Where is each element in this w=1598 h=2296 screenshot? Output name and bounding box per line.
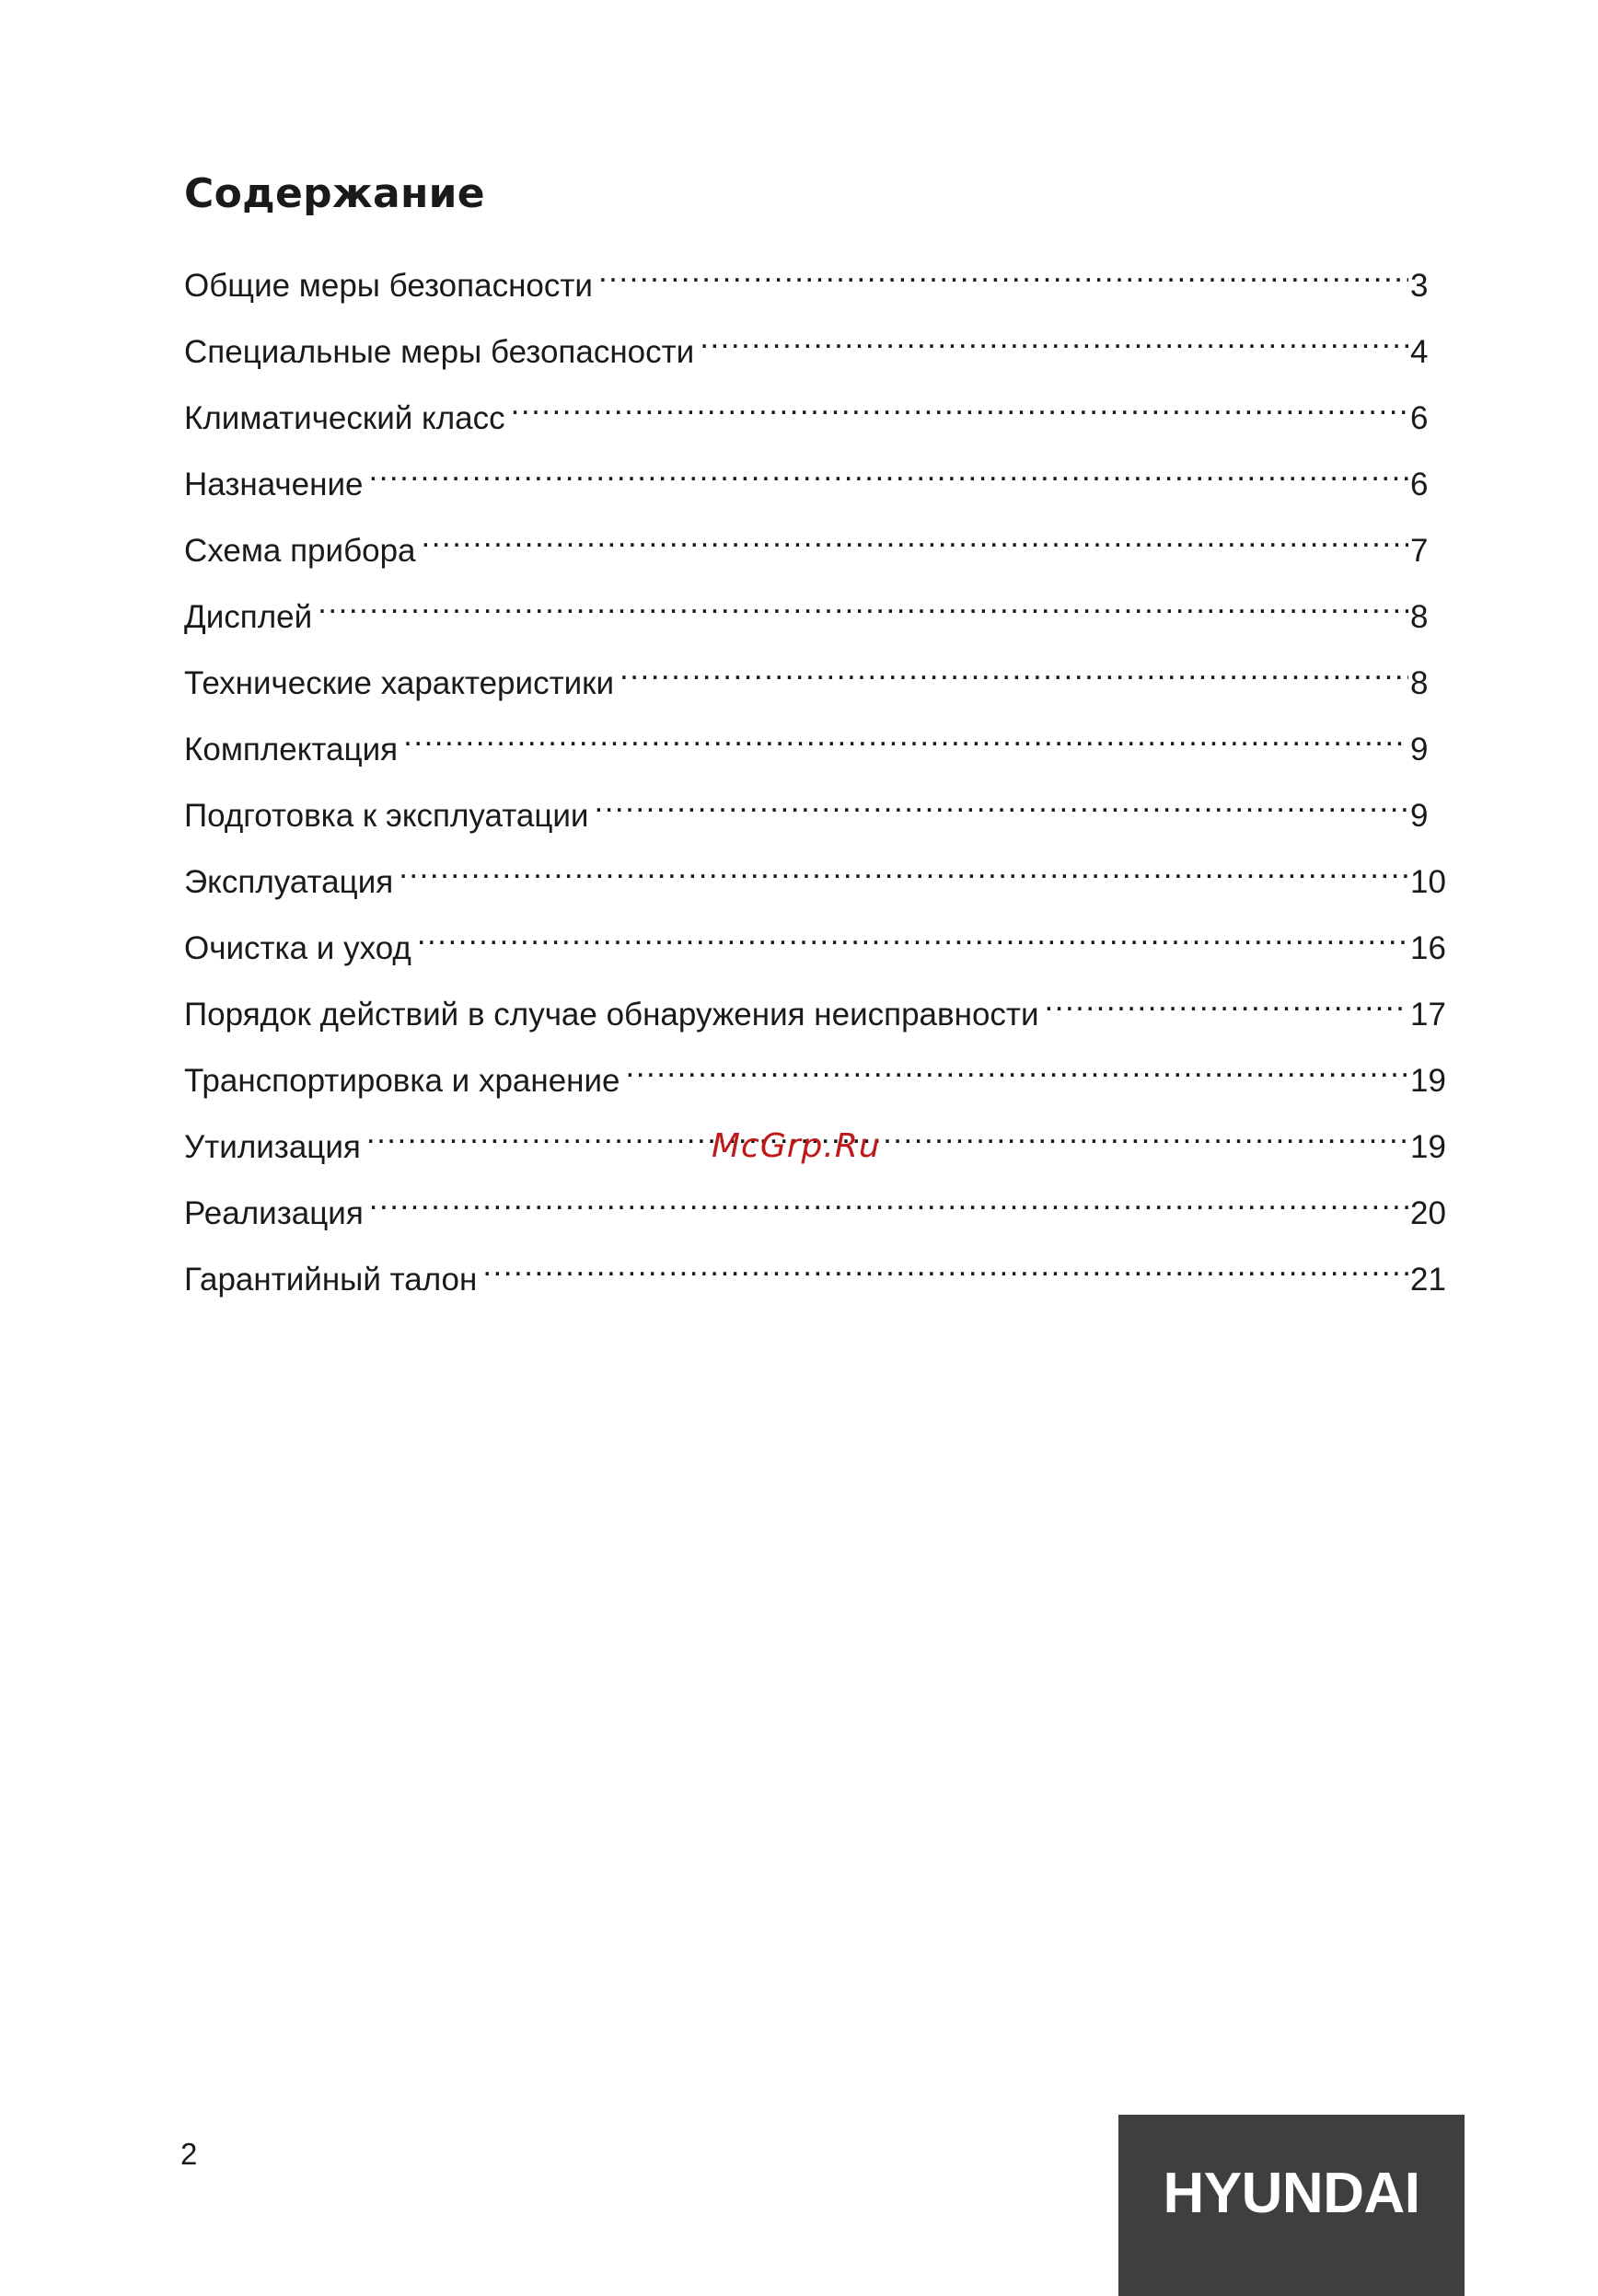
toc-item-page: 16 [1410,930,1446,966]
toc-item-page: 8 [1410,665,1429,701]
toc-item[interactable] [184,710,1447,777]
toc-item[interactable] [184,644,1447,710]
toc-item[interactable] [184,379,1447,445]
toc-item-page: 8 [1410,599,1429,635]
toc-item-page: 4 [1410,334,1429,370]
toc-item[interactable] [184,512,1447,578]
toc-item[interactable] [184,1174,1447,1240]
toc-item-label: Транспортировка и хранение [184,1063,620,1099]
toc-item[interactable] [184,1042,1447,1108]
toc-item-label: Комплектация [184,732,399,767]
brand-logo-box [1118,2115,1465,2296]
toc-item-page: 6 [1410,467,1429,502]
toc-item-page: 9 [1410,798,1429,834]
toc-item-label: Климатический класс [184,400,505,436]
toc-item-label: Порядок действий в случае обнаружения неисправности [184,997,1039,1033]
toc-item-page: 19 [1410,1129,1446,1165]
toc-leader-dots [399,843,1408,893]
toc-item-label: Схема прибора [184,533,416,569]
watermark: McGrp.Ru [712,1127,881,1165]
toc-item-label: Назначение [184,467,364,502]
toc-item-page: 20 [1410,1195,1446,1231]
toc-item-label: Подготовка к эксплуатации [184,798,589,834]
toc-leader-dots [598,247,1408,296]
toc-item-page: 9 [1410,732,1429,767]
toc-item-label: Гарантийный талон [184,1262,478,1298]
toc-item-label: Реализация [184,1195,364,1231]
toc-leader-dots [403,710,1408,760]
toc-item[interactable] [184,313,1447,379]
toc-item[interactable] [184,1240,1447,1307]
toc-item[interactable] [184,578,1447,644]
toc-leader-dots [1045,975,1409,1025]
toc-item-page: 7 [1410,533,1429,569]
toc-item[interactable] [184,777,1447,843]
toc-leader-dots [369,1174,1408,1224]
toc-item[interactable] [184,909,1447,975]
toc-item[interactable] [184,247,1447,313]
toc-title: Содержание [184,170,485,217]
toc-leader-dots [368,445,1408,495]
toc-item-page: 10 [1410,864,1446,900]
toc-item-label: Общие меры безопасности [184,268,593,304]
toc-item-page: 17 [1410,997,1446,1033]
toc-item-page: 19 [1410,1063,1446,1099]
toc-leader-dots [422,512,1408,561]
toc-item-label: Очистка и уход [184,930,411,966]
toc-item-label: Технические характеристики [184,665,615,701]
toc-leader-dots [417,909,1408,959]
toc-leader-dots [700,313,1408,363]
toc-item[interactable] [184,975,1447,1042]
page-number: 2 [180,2137,198,2171]
toc-item[interactable] [184,445,1447,512]
toc-item[interactable] [184,843,1447,909]
toc-item-label: Специальные меры безопасности [184,334,695,370]
toc-leader-dots [594,777,1408,826]
toc-leader-dots [366,1108,1408,1158]
brand-logo-text: HYUNDAI [1163,2162,1420,2225]
toc-item-label: Дисплей [184,599,313,635]
toc-item-label: Эксплуатация [184,864,394,900]
toc-leader-dots [511,379,1408,429]
toc-item-label: Утилизация [184,1129,361,1165]
toc-item-page: 6 [1410,400,1429,436]
toc-item-page: 3 [1410,268,1429,304]
toc-leader-dots [626,1042,1408,1091]
toc-leader-dots [482,1240,1408,1290]
toc-leader-dots [318,578,1408,628]
toc-item-page: 21 [1410,1262,1446,1298]
toc-leader-dots [620,644,1408,694]
